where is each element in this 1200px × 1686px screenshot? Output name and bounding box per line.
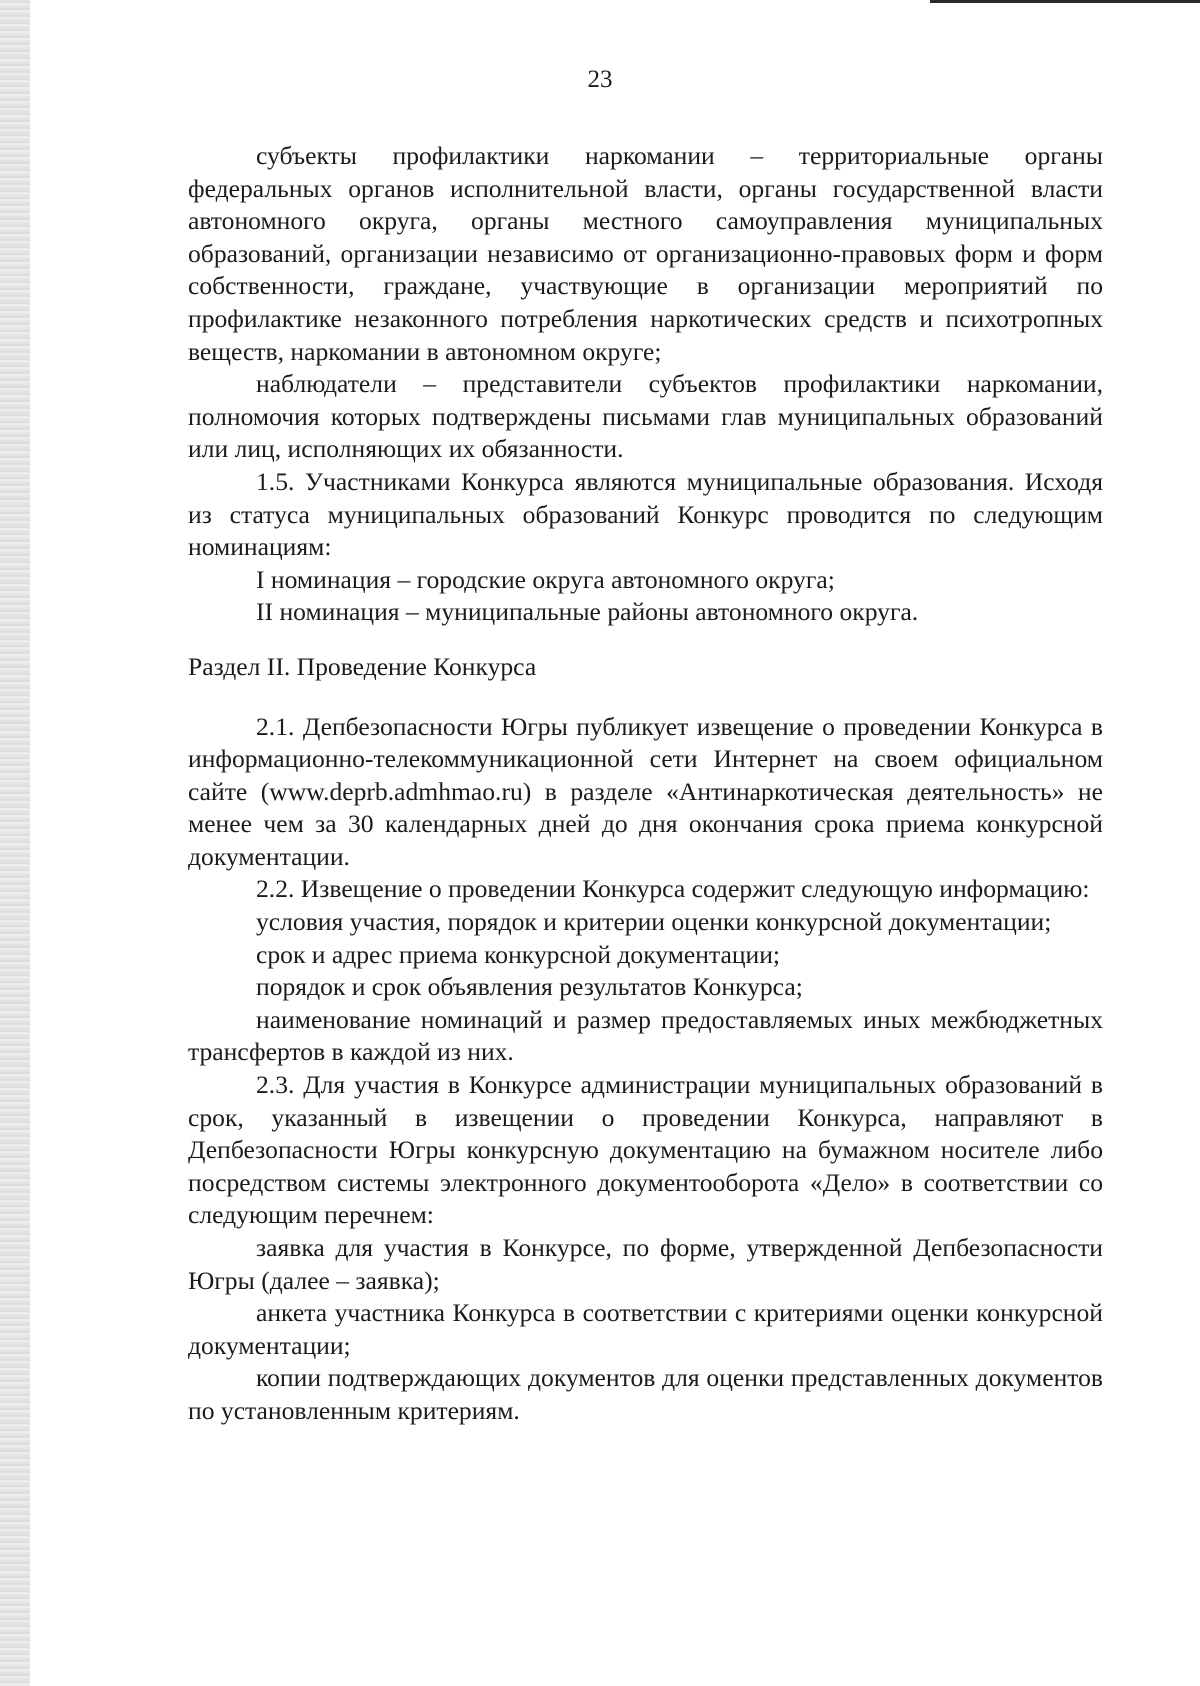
page-number: 23 (587, 66, 613, 93)
section-title: Раздел II. Проведение Конкурса (188, 651, 537, 681)
list-item-questionnaire: анкета участника Конкурса в соответствии с критериями оценки конкурсной документации; (188, 1298, 1103, 1360)
paragraph-1-5-participants: 1.5. Участниками Конкурса являются муниципальные образования. Исходя из статуса муниципальных образований Конкурс проводится по следующим номинациям: (188, 466, 1103, 562)
paragraph-2-2: 2.2. Извещение о проведении Конкурса содержит следующую информацию: (256, 874, 1090, 904)
list-item-results-announcement: порядок и срок объявления результатов Конкурса; (256, 972, 803, 1002)
list-item-conditions: условия участия, порядок и критерии оценки конкурсной документации; (256, 907, 1052, 937)
paragraph-nomination-2: II номинация – муниципальные районы автономного округа. (256, 597, 919, 627)
paragraph-2-1: 2.1. Депбезопасности Югры публикует извещение о проведении Конкурса в информационно-телекоммуникационной сети Интернет на своем официальном сайте (www.deprb.admhmao.ru) в разделе «Антинаркотическая деятельность» не менее чем за 30 календарных дней до дня окончания срока приема конкурсной документации. (188, 711, 1103, 871)
list-item-nominations-transfers: наименование номинаций и размер предоставляемых иных межбюджетных трансфертов в каждой из них. (188, 1004, 1103, 1067)
scan-top-line (930, 0, 1200, 3)
paragraph-2-3: 2.3. Для участия в Конкурсе администрации муниципальных образований в срок, указанный в извещении о проведении Конкурса, направляют в Депбезопасности Югры конкурсную документацию на бумажном носителе либо посредством системы электронного документооборота «Дело» в соответствии со следующим перечнем: (188, 1070, 1103, 1230)
scan-edge-shadow (0, 0, 30, 1686)
paragraph-nomination-1: I номинация – городские округа автономного округа; (256, 564, 835, 594)
list-item-application: заявка для участия в Конкурсе, по форме, утвержденной Депбезопасности Югры (далее – заявка); (188, 1233, 1103, 1295)
list-item-supporting-copies: копии подтверждающих документов для оценки представленных документов по установленным критериям. (188, 1363, 1103, 1425)
document-body (188, 140, 1103, 1428)
paragraph-observers: наблюдатели – представители субъектов профилактики наркомании, полномочия которых подтверждены письмами глав муниципальных образований или лиц, исполняющих их обязанности. (188, 369, 1103, 464)
paragraph-prevention-subjects: субъекты профилактики наркомании – территориальные органы федеральных органов исполнительной власти, органы государственной власти автономного округа, органы местного самоуправления муниципальных образований, организации независимо от организационно-правовых форм и форм собственности, граждане, участвующие в организации мероприятий по профилактике незаконного потребления наркотических средств и психотропных веществ, наркомании в автономном округе; (188, 141, 1103, 366)
list-item-deadline-address: срок и адрес приема конкурсной документации; (256, 939, 781, 969)
